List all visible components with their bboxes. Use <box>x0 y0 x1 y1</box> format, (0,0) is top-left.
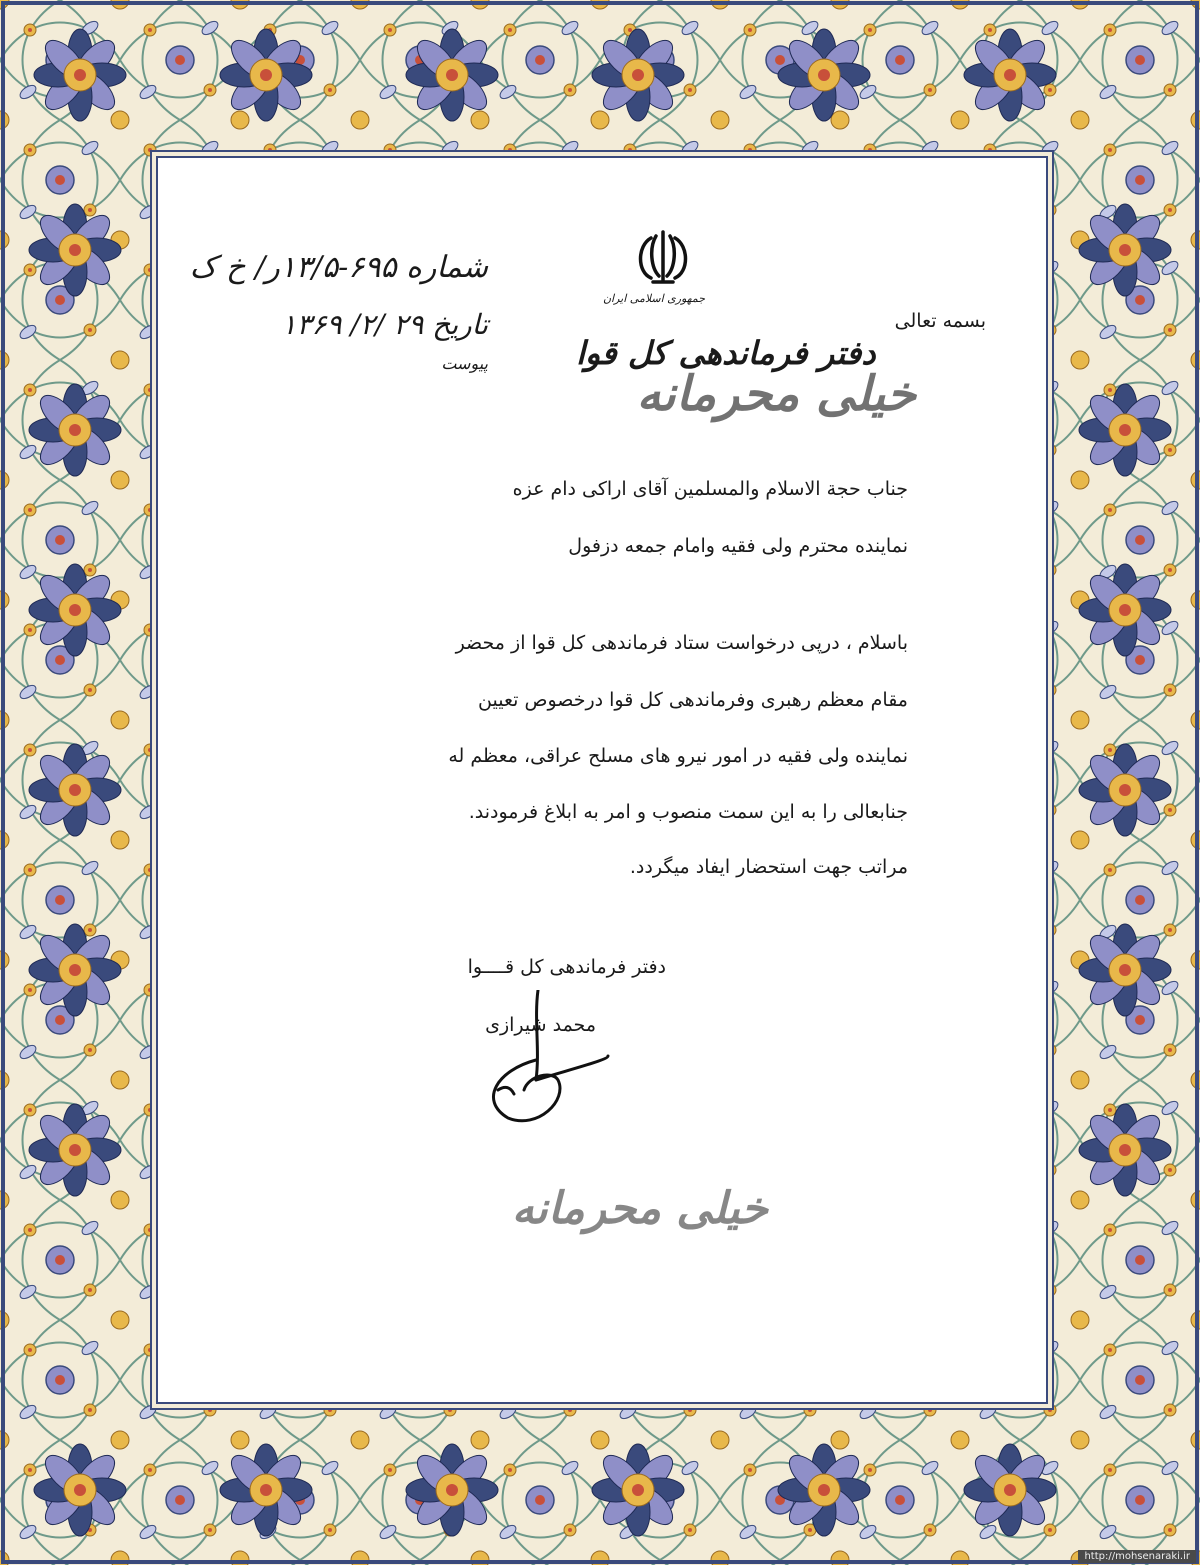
flower-ornament-icon <box>220 29 312 121</box>
flower-ornament-icon <box>592 29 684 121</box>
emblem-caption: جمهوری اسلامی ایران <box>602 292 705 305</box>
flower-ornament-icon <box>29 204 121 296</box>
flower-ornament-icon <box>34 1444 126 1536</box>
flower-ornament-icon <box>778 1444 870 1536</box>
flower-ornament-icon <box>964 1444 1056 1536</box>
flower-ornament-icon <box>34 29 126 121</box>
flower-ornament-icon <box>406 29 498 121</box>
signature-org: دفتر فرماندهی کل قــــوا <box>467 956 666 978</box>
attachment-label: پیوست <box>441 354 488 373</box>
flower-ornament-icon <box>1079 204 1171 296</box>
flower-ornament-icon <box>29 384 121 476</box>
flower-ornament-icon <box>29 1104 121 1196</box>
flower-ornament-icon <box>592 1444 684 1536</box>
body-line: باسلام ، درپی درخواست ستاد فرماندهی کل قوا از محضر <box>455 632 908 654</box>
website-watermark[interactable]: http://mohsenaraki.ir <box>1078 1550 1196 1563</box>
basmala: بسمه تعالی <box>894 310 986 332</box>
number-label: شماره <box>406 250 488 285</box>
flower-ornament-icon <box>778 29 870 121</box>
flower-ornament-icon <box>1079 564 1171 656</box>
flower-ornament-icon <box>29 564 121 656</box>
letter-meta-block <box>189 250 488 380</box>
classification-stamp: خیلی محرمانه <box>636 366 916 422</box>
flower-ornament-icon <box>1079 384 1171 476</box>
signature-name: محمد شیرازی <box>485 1014 596 1036</box>
flower-ornament-icon <box>1079 1104 1171 1196</box>
addressee-line-1: جناب حجة الاسلام والمسلمین آقای اراکی دام عزه <box>512 478 908 500</box>
emblem-block <box>603 228 723 308</box>
date-label: تاریخ <box>432 308 488 341</box>
number-value: ۶۹۵-۱۳/۵ر/ خ ک <box>189 250 397 285</box>
body-line: مراتب جهت استحضار ایفاد میگردد. <box>629 856 908 878</box>
flower-ornament-icon <box>29 744 121 836</box>
flower-ornament-icon <box>406 1444 498 1536</box>
iran-emblem-icon <box>603 228 723 292</box>
body-line: مقام معظم رهبری وفرماندهی کل قوا درخصوص تعیین <box>478 689 908 711</box>
classification-stamp-bottom: خیلی محرمانه <box>511 1183 768 1234</box>
signature-mark <box>458 990 618 1140</box>
body-line: جنابعالی را به این سمت منصوب و امر به ابلاغ فرمودند. <box>468 801 908 823</box>
date-value: ۲۹ /۲/ ۱۳۶۹ <box>281 308 424 341</box>
letter-paper <box>158 158 1046 1402</box>
flower-ornament-icon <box>1079 744 1171 836</box>
flower-ornament-icon <box>1079 924 1171 1016</box>
flower-ornament-icon <box>220 1444 312 1536</box>
office-heading: دفتر فرماندهی کل قوا <box>576 334 876 372</box>
flower-ornament-icon <box>29 924 121 1016</box>
addressee-line-2: نماینده محترم ولی فقیه وامام جمعه دزفول <box>568 535 908 557</box>
body-line: نماینده ولی فقیه در امور نیرو های مسلح عراقی، معظم له <box>448 745 908 767</box>
flower-ornament-icon <box>964 29 1056 121</box>
